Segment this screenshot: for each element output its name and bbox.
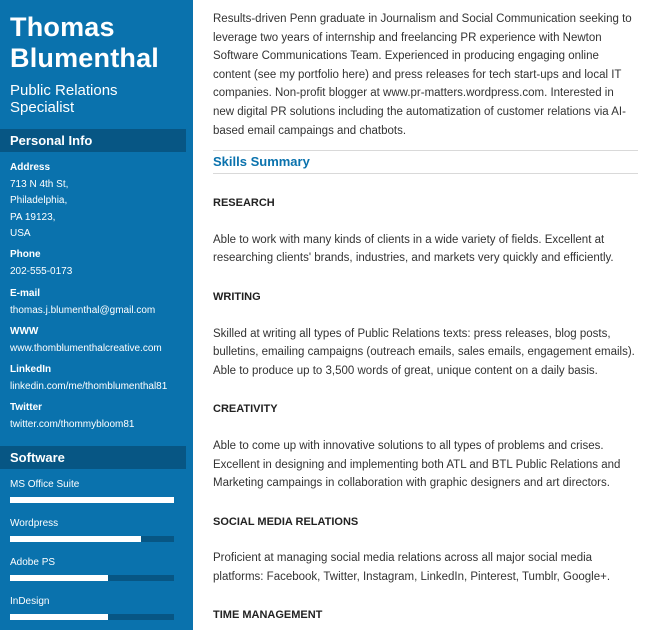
linkedin-block xyxy=(10,362,188,395)
skill-title: SOCIAL MEDIA RELATIONS xyxy=(213,515,359,528)
phone-block xyxy=(10,247,188,280)
skill-level-fill xyxy=(10,497,174,503)
address-line: USA xyxy=(10,228,31,239)
candidate-name xyxy=(0,0,193,74)
name-first: Thomas xyxy=(10,12,115,42)
software-name: MS Office Suite xyxy=(10,479,80,490)
skill-level-fill xyxy=(10,536,141,542)
twitter-label: Twitter xyxy=(10,402,43,413)
summary-text: Results-driven Penn graduate in Journalism and Social Communication seeking to leverage two years of internship and freelancing PR experience with Newton Software Communications Team. Experienced in producing engaging online content (see my portfolio here) and press releases for tech start-ups and local IT companies. Non-profit blogger at www.pr-matters.wordpress.com. Interested in new digital PR solutions including the automatization of customer relations via AI-based email campaings and chatbots. xyxy=(213,13,632,137)
skill-level-fill xyxy=(10,575,108,581)
address-line: 713 N 4th St, xyxy=(10,178,69,190)
address-line: PA 19123, xyxy=(10,211,56,223)
skill-title: RESEARCH xyxy=(213,197,275,210)
linkedin-value[interactable]: linkedin.com/me/thomblumenthal81 xyxy=(10,380,168,392)
software-name: Wordpress xyxy=(10,518,59,529)
email-block xyxy=(10,286,188,319)
skill-title: WRITING xyxy=(213,290,261,303)
software-name: Adobe PS xyxy=(10,557,56,568)
email-value[interactable]: thomas.j.blumenthal@gmail.com xyxy=(10,304,156,316)
software-item xyxy=(10,556,174,595)
linkedin-label: LinkedIn xyxy=(10,364,52,375)
skill-level-bar xyxy=(10,575,174,581)
software-heading: Software xyxy=(0,446,186,469)
address-block xyxy=(10,160,188,243)
www-label: WWW xyxy=(10,326,39,337)
www-block xyxy=(10,324,188,357)
phone-value: 202-555-0173 xyxy=(10,265,73,277)
skill-level-bar xyxy=(10,536,174,542)
software-item xyxy=(10,595,174,630)
www-value[interactable]: www.thomblumenthalcreative.com xyxy=(10,342,162,354)
skill-level-bar xyxy=(10,614,174,620)
skill-title: TIME MANAGEMENT xyxy=(213,609,323,622)
twitter-block xyxy=(10,400,188,433)
skills-summary-heading: Skills Summary xyxy=(213,150,638,174)
skill-description: Able to work with many kinds of clients in a wide variety of fields. Excellent at researching clients' brands, industries, and markets very quickly and efficiently. xyxy=(213,233,614,265)
main-content xyxy=(213,10,638,625)
email-label: E-mail xyxy=(10,288,41,299)
job-title-line1: Public Relations xyxy=(10,82,118,99)
phone-label: Phone xyxy=(10,249,41,260)
twitter-value[interactable]: twitter.com/thommybloom81 xyxy=(10,418,135,430)
skill-level-bar xyxy=(10,497,174,503)
job-title xyxy=(10,82,183,116)
software-list xyxy=(10,478,174,630)
software-name: InDesign xyxy=(10,596,50,607)
address-line: Philadelphia, xyxy=(10,195,68,206)
name-last: Blumenthal xyxy=(10,43,160,73)
sidebar xyxy=(0,0,193,630)
skill-description: Able to come up with innovative solutions to all types of problems and crises. Excellent in designing and implementing both ATL and BTL Public Relations and Marketing campaings in collaboration with graphic designers and art directors. xyxy=(213,439,621,490)
software-item xyxy=(10,478,174,517)
skill-level-fill xyxy=(10,614,108,620)
personal-info-heading: Personal Info xyxy=(0,129,186,152)
job-title-line2: Specialist xyxy=(10,99,75,116)
skill-title: CREATIVITY xyxy=(213,403,278,416)
skill-description: Proficient at managing social media relations across all major social media platforms: Facebook, Twitter, Instagram, LinkedIn, Pinterest, Tumblr, Google+. xyxy=(213,552,611,583)
skill-description: Skilled at writing all types of Public Relations texts: press releases, blog posts, bulletins, emailing campaigns (outreach emails, sales emails, engagement emails). Able to produce up to 3,500 words of great, unique content on a daily basis. xyxy=(213,327,635,377)
address-label: Address xyxy=(10,162,51,173)
software-item xyxy=(10,517,174,556)
